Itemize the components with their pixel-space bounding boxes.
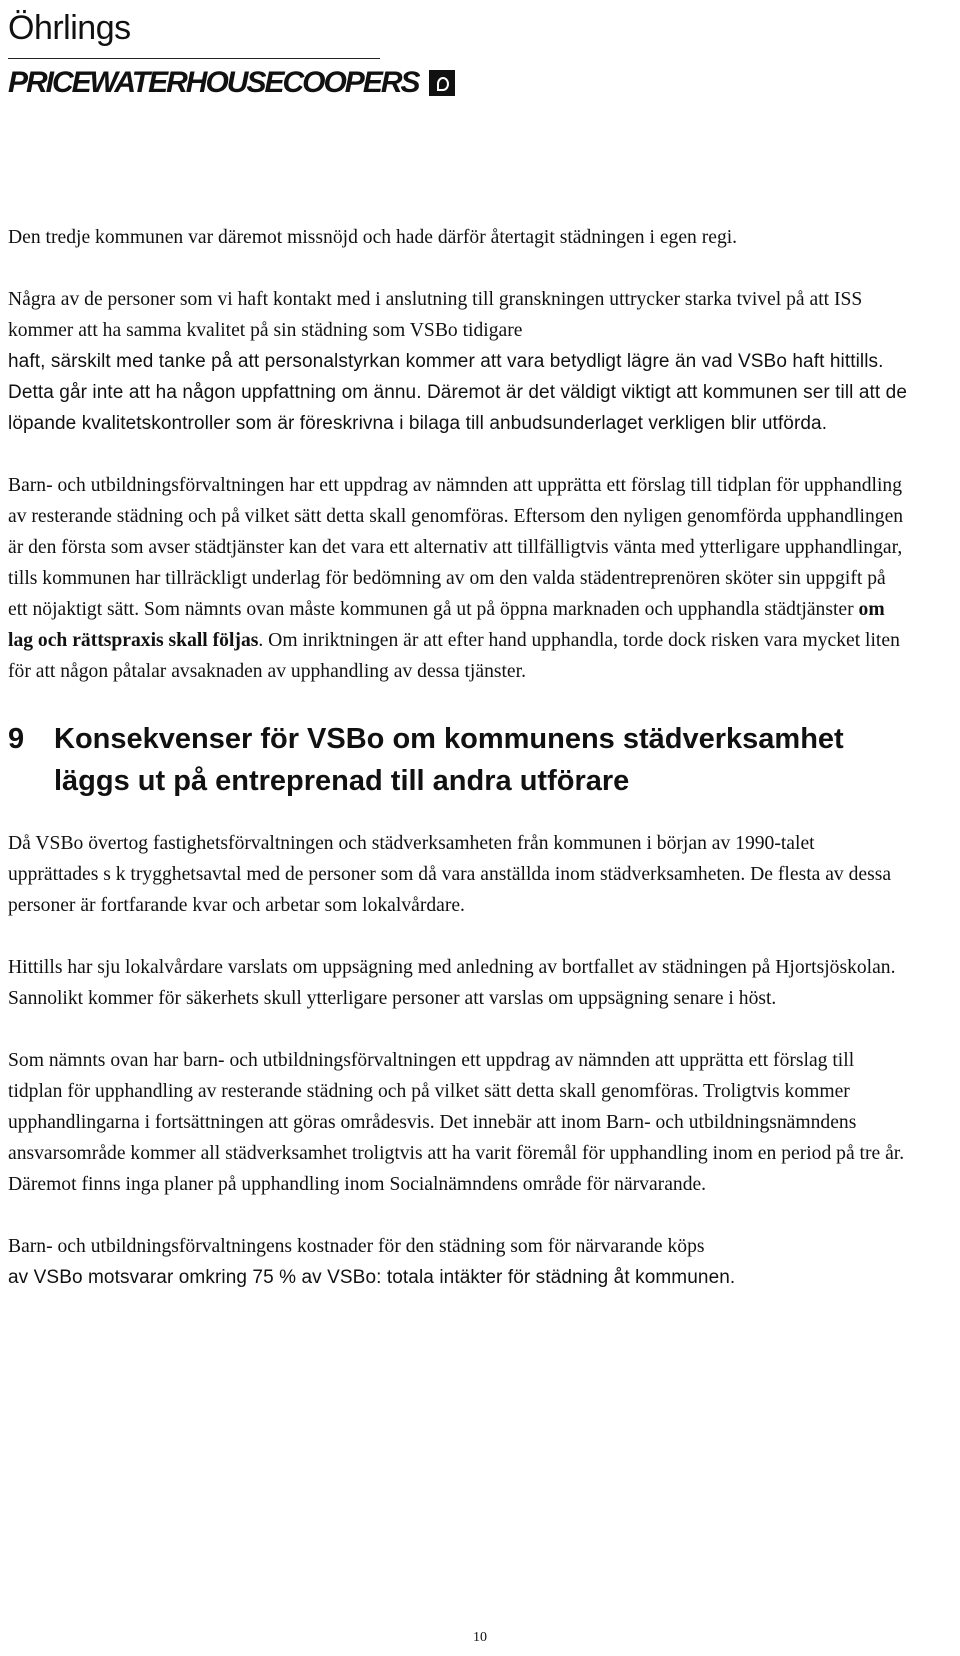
paragraph-7 (8, 1231, 908, 1293)
section-heading (8, 718, 908, 802)
paragraph-3-part-a: Barn- och utbildningsförvaltningen har ett uppdrag av nämnden att upprätta ett förslag till tidplan för upphandling av resterande städning och på vilket sätt detta skall genomföras. Eftersom den nyligen genomförda upphandlingen är den första som avser städtjänster kan det vara ett alternativ att tillfälligtvis vänta med ytterligare upphandlingar, tills kommunen har tillräckligt underlag för bedömning av om den valda städentreprenören sköter sin uppgift på ett nöjaktigt sätt. Som nämnts ovan måste kommunen gå ut på öppna marknaden och upphandla städtjänster (8, 475, 904, 620)
section-title: Konsekvenser för VSBo om kommunens städverksamhet läggs ut på entreprenad till andra utförare (54, 723, 844, 797)
brand-main-text: PRICEWATERHOUSECOOPERS (8, 66, 419, 99)
paragraph-7-serif: Barn- och utbildningsförvaltningens kostnader för den städning som för närvarande köps (8, 1236, 705, 1257)
logo-seal-icon (429, 70, 455, 96)
paragraph-2-serif: Några av de personer som vi haft kontakt med i anslutning till granskningen uttrycker starka tvivel på att ISS kommer att ha samma kvalitet på sin städning som VSBo tidigare (8, 289, 863, 341)
section-number: 9 (8, 723, 25, 755)
brand-top-text: Öhrlings (8, 9, 131, 47)
paragraph-2-sans: haft, särskilt med tanke på att personalstyrkan kommer att vara betydligt lägre än vad VSBo haft hittills. Detta går inte att ha någon uppfattning om ännu. Däremot är det väldigt viktigt att kommunen ser till att de löpande kvalitetskontroller som är föreskrivna i bilaga till anbudsunderlaget verkligen blir utförda. (8, 351, 908, 434)
document-body (8, 222, 908, 1324)
paragraph-3 (8, 470, 908, 687)
paragraph-6: Som nämnts ovan har barn- och utbildningsförvaltningen ett uppdrag av nämnden att upprätta ett förslag till tidplan för upphandling av resterande städning och på vilket sätt detta skall genomföras. Troligtvis kommer upphandlingarna i fortsättningen att göras områdesvis. Det innebär att inom Barn- och utbildningsnämndens ansvarsområde kommer all städverksamhet troligtvis att ha varit föremål för upphandling inom en period på tre år. Däremot finns inga planer på upphandling inom Socialnämndens område för närvarande. (8, 1050, 905, 1195)
paragraph-2 (8, 284, 908, 439)
brand-divider (8, 58, 380, 59)
paragraph-7-sans: av VSBo motsvarar omkring 75 % av VSBo: totala intäkter för städning åt kommunen. (8, 1267, 736, 1288)
page-number: 10 (473, 1630, 487, 1645)
paragraph-4: Då VSBo övertog fastighetsförvaltningen och städverksamheten från kommunen i början av 1990-talet upprättades s k trygghetsavtal med de personer som då vara anställda inom städverksamheten. De flesta av dessa personer är fortfarande kvar och arbetar som lokalvårdare. (8, 833, 892, 916)
paragraph-5: Hittills har sju lokalvårdare varslats om uppsägning med anledning av bortfallet av städningen på Hjortsjöskolan. Sannolikt kommer för säkerhets skull ytterligare personer att varslas om uppsägning senare i höst. (8, 957, 896, 1009)
paragraph-3-bold-phrase: om lag och rättspraxis skall följas (8, 599, 885, 651)
document-header (8, 0, 568, 101)
paragraph-3-part-b: . Om inriktningen är att efter hand upphandla, torde dock risken vara mycket liten för att någon påtalar avsaknaden av upphandling av dessa tjänster. (8, 630, 900, 682)
paragraph-1: Den tredje kommunen var däremot missnöjd och hade därför återtagit städningen i egen regi. (8, 227, 738, 248)
company-logo (8, 65, 568, 101)
